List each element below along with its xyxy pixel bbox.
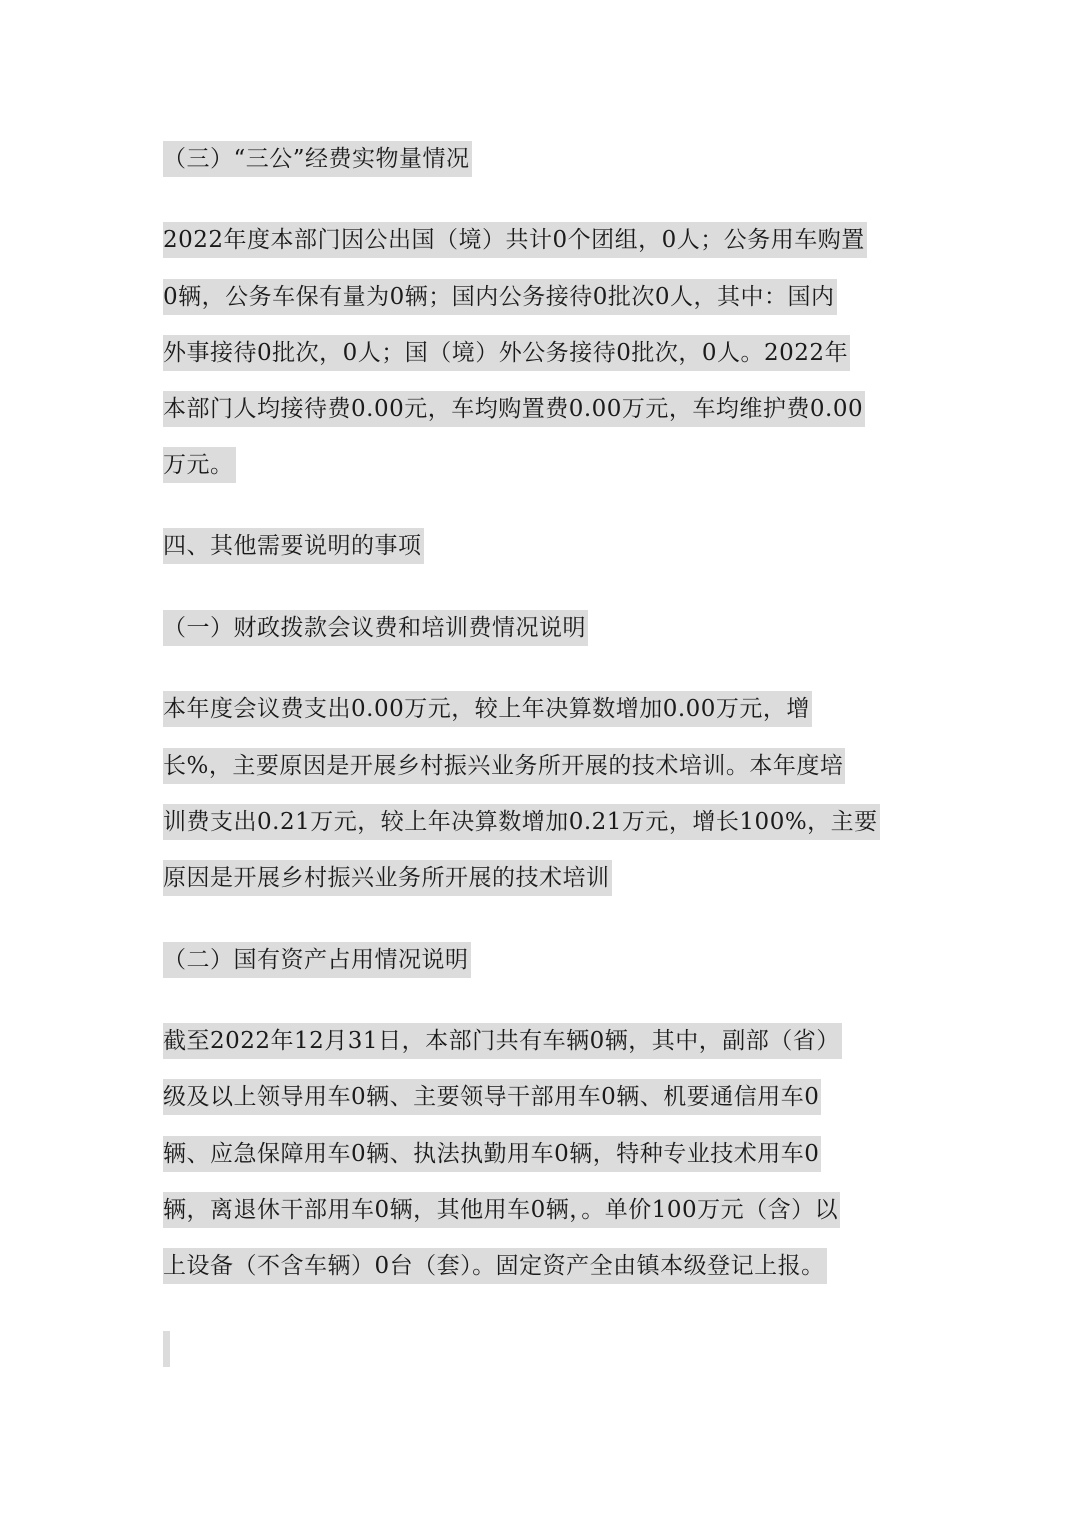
paragraph-line: 训费支出0.21万元，较上年决算数增加0.21万元，增长100%，主要 bbox=[163, 804, 880, 840]
paragraph-line: 级及以上领导用车0辆、主要领导干部用车0辆、机要通信用车0 bbox=[163, 1079, 821, 1115]
paragraph-line: 2022年度本部门因公出国（境）共计0个团组，0人；公务用车购置 bbox=[163, 222, 867, 258]
paragraph-line: 本年度会议费支出0.00万元，较上年决算数增加0.00万元，增 bbox=[163, 691, 812, 727]
section-heading-three-public-expenses: （三）“三公”经费实物量情况 bbox=[163, 141, 472, 177]
paragraph-line: 辆，离退休干部用车0辆，其他用车0辆，。单价100万元（含）以 bbox=[163, 1192, 840, 1228]
paragraph-line: 长%，主要原因是开展乡村振兴业务所开展的技术培训。本年度培 bbox=[163, 748, 845, 784]
paragraph-line: 外事接待0批次，0人；国（境）外公务接待0批次，0人。2022年 bbox=[163, 335, 850, 371]
section-heading-other-matters: 四、其他需要说明的事项 bbox=[163, 528, 424, 564]
subsection-heading-meeting-training-fees: （一）财政拨款会议费和培训费情况说明 bbox=[163, 610, 588, 646]
subsection-heading-state-assets: （二）国有资产占用情况说明 bbox=[163, 942, 471, 978]
paragraph-line: 上设备（不含车辆）0台（套）。固定资产全由镇本级登记上报。 bbox=[163, 1248, 827, 1284]
paragraph-line: 原因是开展乡村振兴业务所开展的技术培训 bbox=[163, 860, 612, 896]
paragraph-line: 0辆，公务车保有量为0辆；国内公务接待0批次0人，其中：国内 bbox=[163, 279, 837, 315]
paragraph-line: 辆、应急保障用车0辆、执法执勤用车0辆，特种专业技术用车0 bbox=[163, 1136, 821, 1172]
paragraph-line: 万元。 bbox=[163, 447, 236, 483]
empty-paragraph-highlight bbox=[163, 1331, 170, 1367]
paragraph-line: 本部门人均接待费0.00元，车均购置费0.00万元，车均维护费0.00 bbox=[163, 391, 865, 427]
paragraph-line: 截至2022年12月31日，本部门共有车辆0辆，其中，副部（省） bbox=[163, 1023, 842, 1059]
